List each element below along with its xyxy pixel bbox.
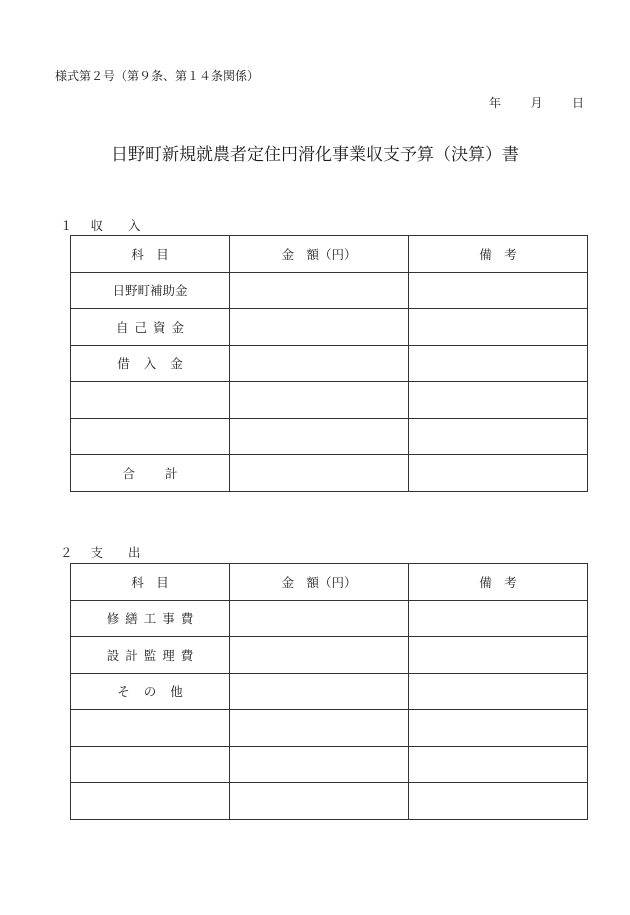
date-year: 年 — [489, 96, 502, 110]
remarks-cell[interactable] — [409, 418, 588, 455]
header-amount: 金 額（円） — [230, 236, 409, 273]
table-row — [71, 382, 588, 419]
table-row — [71, 783, 588, 820]
table-header-row — [71, 236, 588, 273]
document-title: 日野町新規就農者定住円滑化事業収支予算（決算）書 — [111, 145, 519, 165]
form-number: 様式第２号（第９条、第１４条関係） — [55, 69, 260, 83]
amount-cell[interactable] — [230, 746, 409, 783]
header-subject: 科 目 — [71, 236, 230, 273]
total-label-cell: 合計 — [71, 455, 230, 492]
amount-cell[interactable] — [230, 600, 409, 637]
remarks-cell[interactable] — [409, 600, 588, 637]
remarks-cell[interactable] — [409, 382, 588, 419]
subject-cell[interactable] — [71, 418, 230, 455]
table-row — [71, 345, 588, 382]
table-row — [71, 309, 588, 346]
total-amount-cell[interactable] — [230, 455, 409, 492]
table-header-row — [71, 564, 588, 601]
date-day: 日 — [571, 96, 584, 110]
amount-cell[interactable] — [230, 637, 409, 674]
header-subject: 科 目 — [71, 564, 230, 601]
table-row — [71, 710, 588, 747]
remarks-cell[interactable] — [409, 272, 588, 309]
total-row — [71, 455, 588, 492]
subject-cell[interactable] — [71, 710, 230, 747]
remarks-cell[interactable] — [409, 673, 588, 710]
header-amount: 金 額（円） — [230, 564, 409, 601]
table-row — [71, 272, 588, 309]
subject-cell: 設計監理費 — [71, 637, 230, 674]
expense-section-number: ２ — [60, 545, 73, 560]
subject-cell: 自己資金 — [71, 309, 230, 346]
table-row — [71, 673, 588, 710]
date-line — [489, 94, 584, 111]
remarks-cell[interactable] — [409, 783, 588, 820]
expense-section-title: 支 出 — [90, 545, 141, 560]
subject-cell[interactable] — [71, 783, 230, 820]
remarks-cell[interactable] — [409, 746, 588, 783]
income-section-label — [60, 216, 141, 234]
subject-cell[interactable] — [71, 746, 230, 783]
table-row — [71, 746, 588, 783]
table-row — [71, 418, 588, 455]
expense-section-label — [60, 543, 141, 561]
remarks-cell[interactable] — [409, 455, 588, 492]
remarks-cell[interactable] — [409, 710, 588, 747]
amount-cell[interactable] — [230, 309, 409, 346]
amount-cell[interactable] — [230, 673, 409, 710]
subject-cell: 修繕工事費 — [71, 600, 230, 637]
amount-cell[interactable] — [230, 783, 409, 820]
amount-cell[interactable] — [230, 418, 409, 455]
remarks-cell[interactable] — [409, 309, 588, 346]
remarks-cell[interactable] — [409, 637, 588, 674]
table-row — [71, 637, 588, 674]
amount-cell[interactable] — [230, 382, 409, 419]
date-month: 月 — [530, 96, 543, 110]
expense-table — [70, 563, 588, 820]
header-remarks: 備 考 — [409, 564, 588, 601]
subject-cell: 借入金 — [71, 345, 230, 382]
table-row — [71, 600, 588, 637]
income-table — [70, 235, 588, 492]
income-section-number: １ — [60, 218, 73, 233]
subject-cell[interactable] — [71, 382, 230, 419]
income-section-title: 収 入 — [90, 218, 141, 233]
remarks-cell[interactable] — [409, 345, 588, 382]
subject-cell: その他 — [71, 673, 230, 710]
amount-cell[interactable] — [230, 345, 409, 382]
subject-cell: 日野町補助金 — [71, 272, 230, 309]
amount-cell[interactable] — [230, 710, 409, 747]
amount-cell[interactable] — [230, 272, 409, 309]
header-remarks: 備 考 — [409, 236, 588, 273]
